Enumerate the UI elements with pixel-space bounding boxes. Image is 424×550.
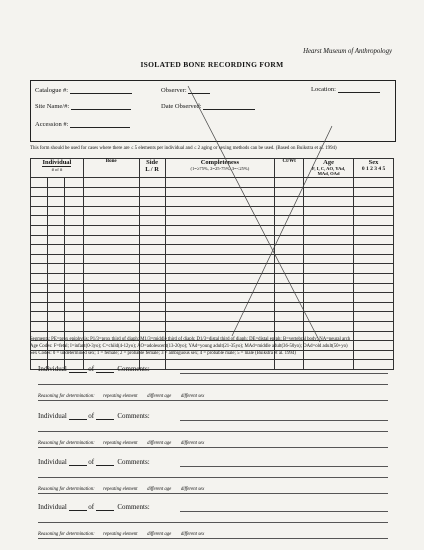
individual-number-field[interactable] (69, 413, 87, 420)
different-age-option[interactable]: different age (147, 394, 172, 399)
comments-label: Comments: (117, 503, 150, 511)
individual-label: Individual (38, 503, 67, 511)
reasoning-label: Reasoning for determination: (38, 394, 95, 399)
comments-label: Comments: (117, 458, 150, 466)
comments-line[interactable] (38, 522, 388, 523)
of-label: of (88, 412, 95, 420)
usage-note: This form should be used for cases where there are ≤ 5 elements per individual and ≤ 2 aging or sexing methods can be used. (Based on Buikstra et al. 1994) (30, 146, 337, 151)
individual-label: Individual (38, 412, 67, 420)
of-label: of (88, 503, 95, 511)
divider (38, 538, 388, 539)
comments-line[interactable] (180, 373, 388, 374)
date-observed-label: Date Observed: (161, 103, 202, 110)
comments-line[interactable] (180, 466, 388, 467)
of-label: of (88, 458, 95, 466)
age-header: Age F, I, C, AO, YAd, MAd, OAd (304, 159, 354, 178)
different-age-option[interactable]: different age (147, 487, 172, 492)
different-sex-option[interactable]: different sex (180, 532, 205, 537)
comments-label: Comments: (117, 365, 150, 373)
segments-legend: Segments: PE=prox epiphysis; P1/3=prox third of diaph; M1/3=middle third of diaph; D1/3=distal third of diaph; DE=distal epiph; B=vertebral body; NA=neural arch (30, 337, 351, 342)
sex-codes-legend: Sex Codes: 0 = undetermined sex; 1 = female; 2 = probable female; 3 = ambiguous sex; 4 = probable male; 5 = male (Buikstra et al. 1994) (30, 351, 296, 356)
individual-label: Individual (38, 365, 67, 373)
comments-line[interactable] (180, 420, 388, 421)
catalogue-label: Catalogue #: (35, 87, 69, 94)
different-sex-option[interactable]: different sex (180, 394, 205, 399)
reasoning-label: Reasoning for determination: (38, 487, 95, 492)
repeating-element-option[interactable]: repeating element (103, 441, 138, 446)
comments-line[interactable] (180, 511, 388, 512)
comments-label: Comments: (117, 412, 150, 420)
individual-total-field[interactable] (96, 459, 114, 466)
museum-name: Hearst Museum of Anthropology (303, 48, 392, 55)
completeness-header: Completeness (1=≥75%, 2=25-75%, 3=<25%) (165, 159, 275, 178)
comments-line[interactable] (38, 431, 388, 432)
site-name-label: Site Name/#: (35, 103, 70, 110)
different-age-option[interactable]: different age (147, 441, 172, 446)
age-codes-legend: Age Codes: F=fetal; I=infant(0-3yo); C=child(4-12yo); AO=adolescent(13-20yo); YAd=young adult(21-35yo); MAd=middle adult(36-50yo); OAd=old adult(50+yo) (30, 344, 348, 349)
ctwt-header: Ct/Wt (275, 159, 304, 178)
individual-total-field[interactable] (96, 504, 114, 511)
sex-header: Sex 0 1 2 3 4 5 (354, 159, 394, 178)
reasoning-label: Reasoning for determination: (38, 441, 95, 446)
observer-label: Observer: (161, 87, 187, 94)
repeating-element-option[interactable]: repeating element (103, 394, 138, 399)
of-label: of (88, 365, 95, 373)
accession-label: Accession #: (35, 121, 69, 128)
bone-header: Bone (83, 159, 139, 178)
repeating-element-option[interactable]: repeating element (103, 487, 138, 492)
divider (38, 447, 388, 448)
different-sex-option[interactable]: different sex (180, 487, 205, 492)
individual-number-field[interactable] (69, 504, 87, 511)
form-title: ISOLATED BONE RECORDING FORM (140, 60, 284, 69)
individual-total-field[interactable] (96, 366, 114, 373)
different-sex-option[interactable]: different sex (180, 441, 205, 446)
divider (38, 493, 388, 494)
side-header: Side L / R (139, 159, 165, 178)
individual-header: Individual # of # (31, 159, 84, 178)
comments-line[interactable] (38, 384, 388, 385)
reasoning-label: Reasoning for determination: (38, 532, 95, 537)
individual-number-field[interactable] (69, 366, 87, 373)
individual-label: Individual (38, 458, 67, 466)
repeating-element-option[interactable]: repeating element (103, 532, 138, 537)
location-label: Location: (311, 86, 336, 93)
divider (38, 400, 388, 401)
different-age-option[interactable]: different age (147, 532, 172, 537)
comments-line[interactable] (38, 477, 388, 478)
individual-total-field[interactable] (96, 413, 114, 420)
individual-number-field[interactable] (69, 459, 87, 466)
